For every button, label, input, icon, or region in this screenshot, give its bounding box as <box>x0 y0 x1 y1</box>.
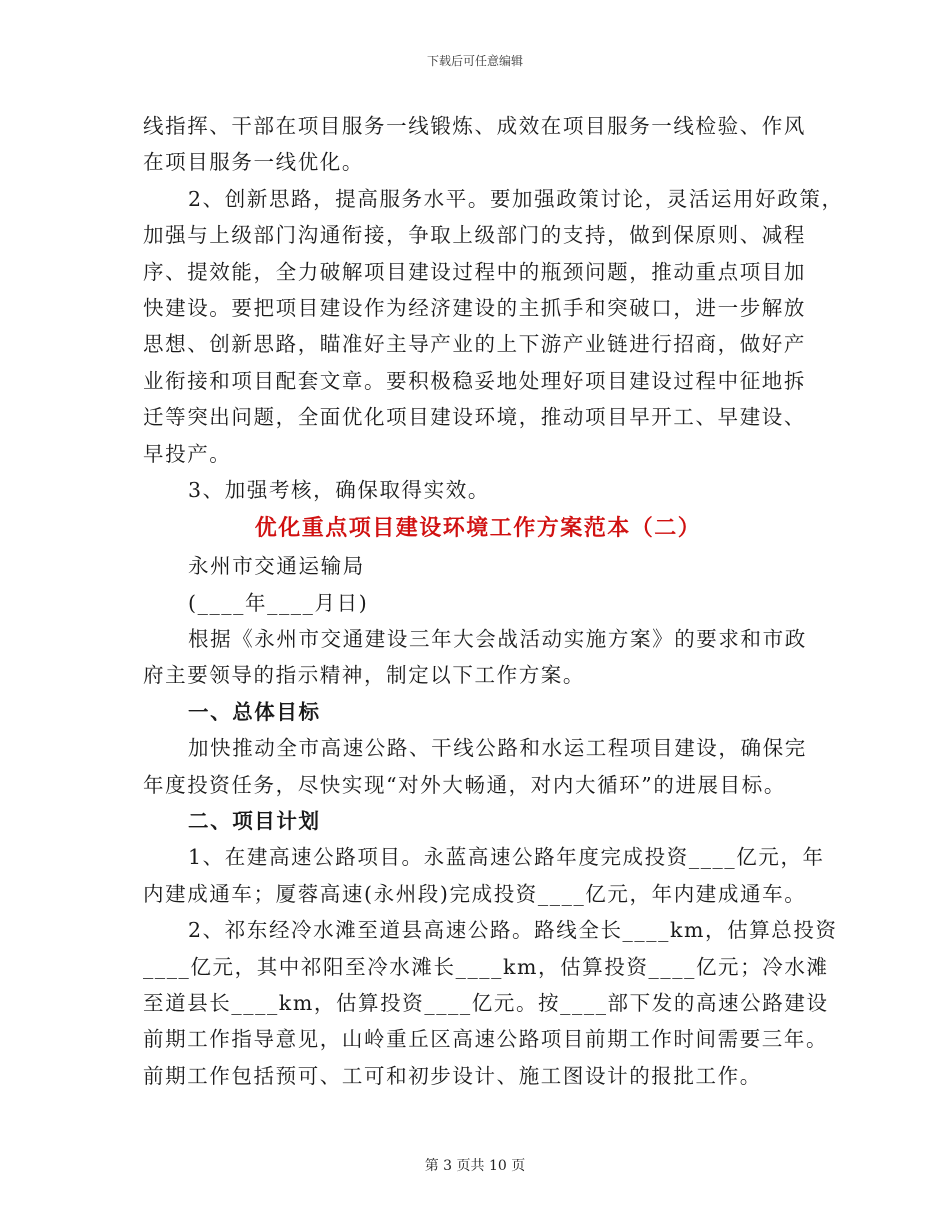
paragraph-line: 前期工作指导意见，山岭重丘区高速公路项目前期工作时间需要三年。 <box>143 1027 829 1052</box>
paragraph-line: 加强与上级部门沟通衔接，争取上级部门的支持，做到保原则、减程 <box>143 223 806 248</box>
heading-overall-goal: 一、总体目标 <box>188 699 321 724</box>
paragraph-line: 年度投资任务，尽快实现“对外大畅通，对内大循环”的进展目标。 <box>143 772 786 797</box>
paragraph-line: 迁等突出问题，全面优化项目建设环境，推动项目早开工、早建设、 <box>143 405 806 430</box>
paragraph-line: 线指挥、干部在项目服务一线锻炼、成效在项目服务一线检验、作风 <box>143 114 806 138</box>
paragraph-line: 加快推动全市高速公路、干线公路和水运工程项目建设，确保完 <box>188 736 807 761</box>
page-footer: 第 3 页共 10 页 <box>424 1158 526 1174</box>
paragraph-line: 2、创新思路，提高服务水平。要加强政策讨论，灵活运用好政策， <box>188 186 844 211</box>
paragraph-line: 思想、创新思路，瞄准好主导产业的上下游产业链进行招商，做好产 <box>143 332 806 357</box>
paragraph-line: 业衔接和项目配套文章。要积极稳妥地处理好项目建设过程中征地拆 <box>143 368 806 393</box>
date-line: (____年____月日) <box>188 590 369 615</box>
paragraph-line: 根据《永州市交通建设三年大会战活动实施方案》的要求和市政 <box>188 627 807 652</box>
paragraph-line: 至道县长____km，估算投资____亿元。按____部下发的高速公路建设 <box>143 990 829 1015</box>
paragraph-line: 快建设。要把项目建设作为经济建设的主抓手和突破口，进一步解放 <box>143 295 806 320</box>
paragraph-line: 前期工作包括预可、工可和初步设计、施工图设计的报批工作。 <box>143 1063 762 1088</box>
page-header: 下载后可任意编辑 <box>426 54 523 68</box>
paragraph-line: 内建成通车；厦蓉高速(永州段)完成投资____亿元，年内建成通车。 <box>143 881 807 906</box>
paragraph-line: 3、加强考核，确保取得实效。 <box>188 477 490 502</box>
organization-name: 永州市交通运输局 <box>188 554 365 579</box>
paragraph-line: 2、祁东经冷水滩至道县高速公路。路线全长____km，估算总投资 <box>188 918 838 943</box>
paragraph-line: 在项目服务一线优化。 <box>143 150 364 175</box>
heading-project-plan: 二、项目计划 <box>188 809 321 834</box>
paragraph-line: 1、在建高速公路项目。永蓝高速公路年度完成投资____亿元，年 <box>188 845 825 870</box>
paragraph-line: 早投产。 <box>143 441 232 466</box>
paragraph-line: ____亿元，其中祁阳至冷水滩长____km，估算投资____亿元；冷水滩 <box>143 954 829 979</box>
section-title: 优化重点项目建设环境工作方案范本（二） <box>254 515 702 542</box>
paragraph-line: 府主要领导的指示精神，制定以下工作方案。 <box>143 663 585 688</box>
document-body <box>143 108 844 1094</box>
paragraph-line: 序、提效能，全力破解项目建设过程中的瓶颈问题，推动重点项目加 <box>143 259 806 284</box>
